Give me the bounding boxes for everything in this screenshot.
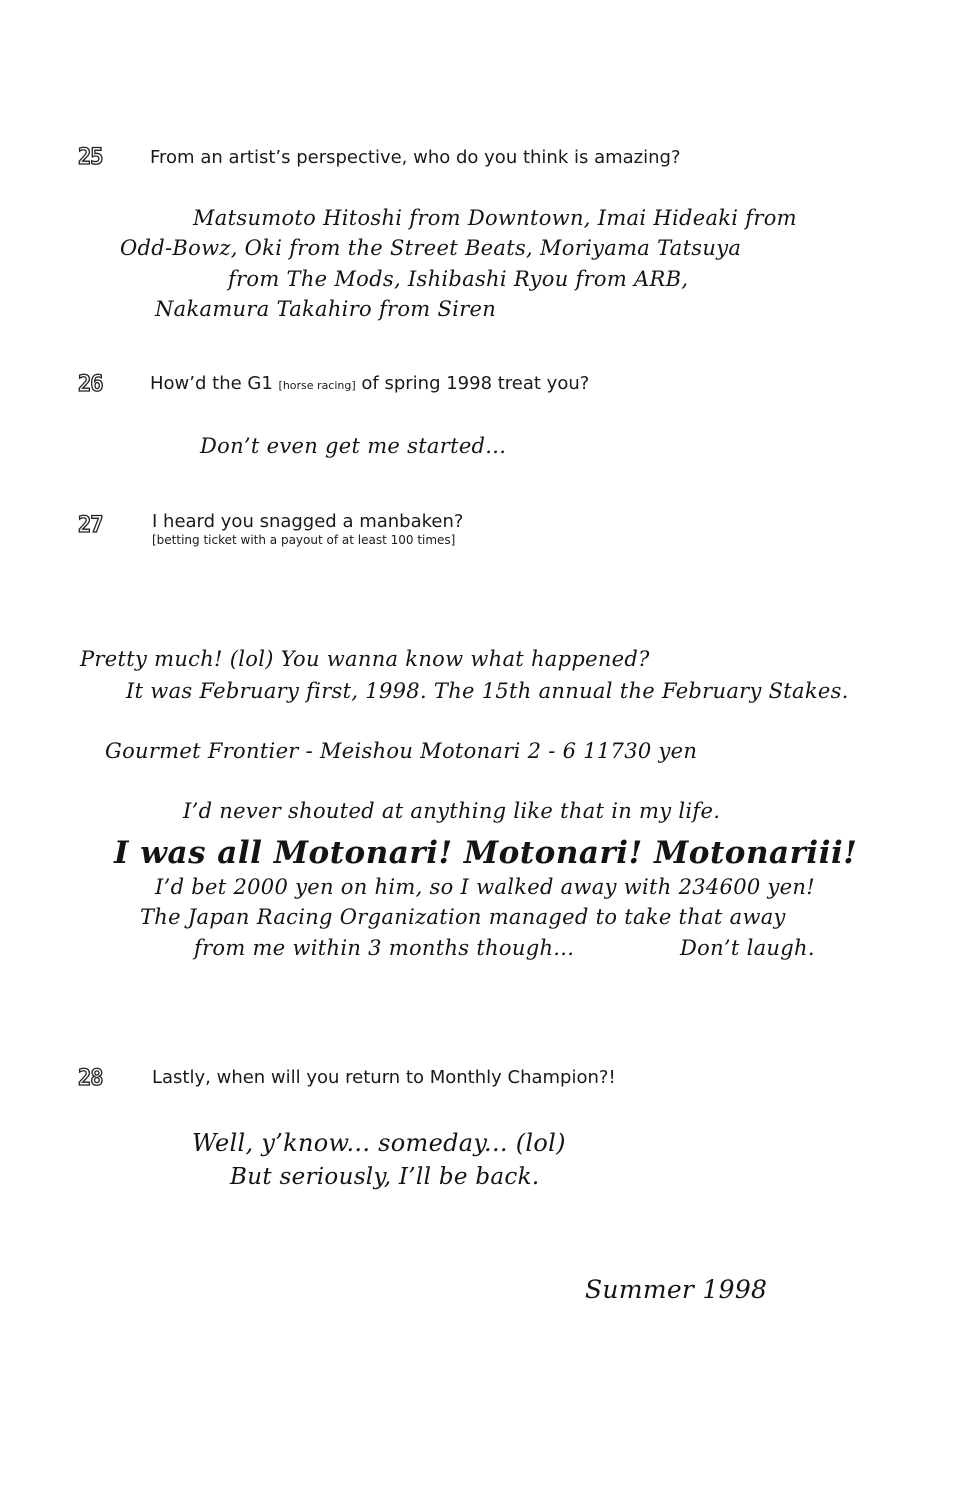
- answer-line: from The Mods, Ishibashi Ryou from ARB,: [228, 267, 689, 291]
- answer-line: Odd-Bowz, Oki from the Street Beats, Moriyama Tatsuya: [120, 236, 742, 260]
- translator-note: [betting ticket with a payout of at least 100 times]: [152, 533, 456, 547]
- question-text-start: How’d the G1: [150, 373, 279, 394]
- answer-line: Well, y’know... someday... (lol): [192, 1129, 566, 1157]
- question-number: 28: [78, 1066, 103, 1091]
- answer-line: I’d never shouted at anything like that in my life.: [183, 799, 721, 823]
- answer-line: It was February first, 1998. The 15th annual the February Stakes.: [126, 679, 849, 703]
- answer-line: The Japan Racing Organization managed to take that away: [140, 905, 786, 929]
- translator-note: [horse racing]: [278, 379, 356, 392]
- question-number: 25: [78, 145, 103, 170]
- question-number: 26: [78, 372, 103, 397]
- question-number: 27: [78, 513, 103, 538]
- signature-date: Summer 1998: [585, 1275, 768, 1304]
- question-text: Lastly, when will you return to Monthly Champion?!: [152, 1067, 616, 1088]
- question-text: [152, 511, 463, 547]
- answer-line: from me within 3 months though...: [194, 936, 575, 960]
- answer-line: Pretty much! (lol) You wanna know what happened?: [80, 647, 650, 671]
- answer-shout-line: I was all Motonari! Motonari! Motonariii!: [114, 835, 858, 871]
- question-text-end: of spring 1998 treat you?: [355, 373, 590, 394]
- answer-line: Matsumoto Hitoshi from Downtown, Imai Hideaki from: [193, 206, 797, 230]
- answer-line: Nakamura Takahiro from Siren: [155, 297, 497, 321]
- question-text: [150, 373, 589, 394]
- answer-line: I’d bet 2000 yen on him, so I walked away with 234600 yen!: [155, 875, 815, 899]
- question-text: From an artist’s perspective, who do you think is amazing?: [150, 147, 681, 168]
- answer-aside: Don’t laugh.: [680, 936, 815, 960]
- answer-line: Don’t even get me started...: [200, 434, 507, 458]
- question-text-main: I heard you snagged a manbaken?: [152, 511, 464, 532]
- answer-line: Gourmet Frontier - Meishou Motonari 2 - 6 11730 yen: [105, 739, 698, 763]
- answer-line: But seriously, I’ll be back.: [230, 1164, 540, 1190]
